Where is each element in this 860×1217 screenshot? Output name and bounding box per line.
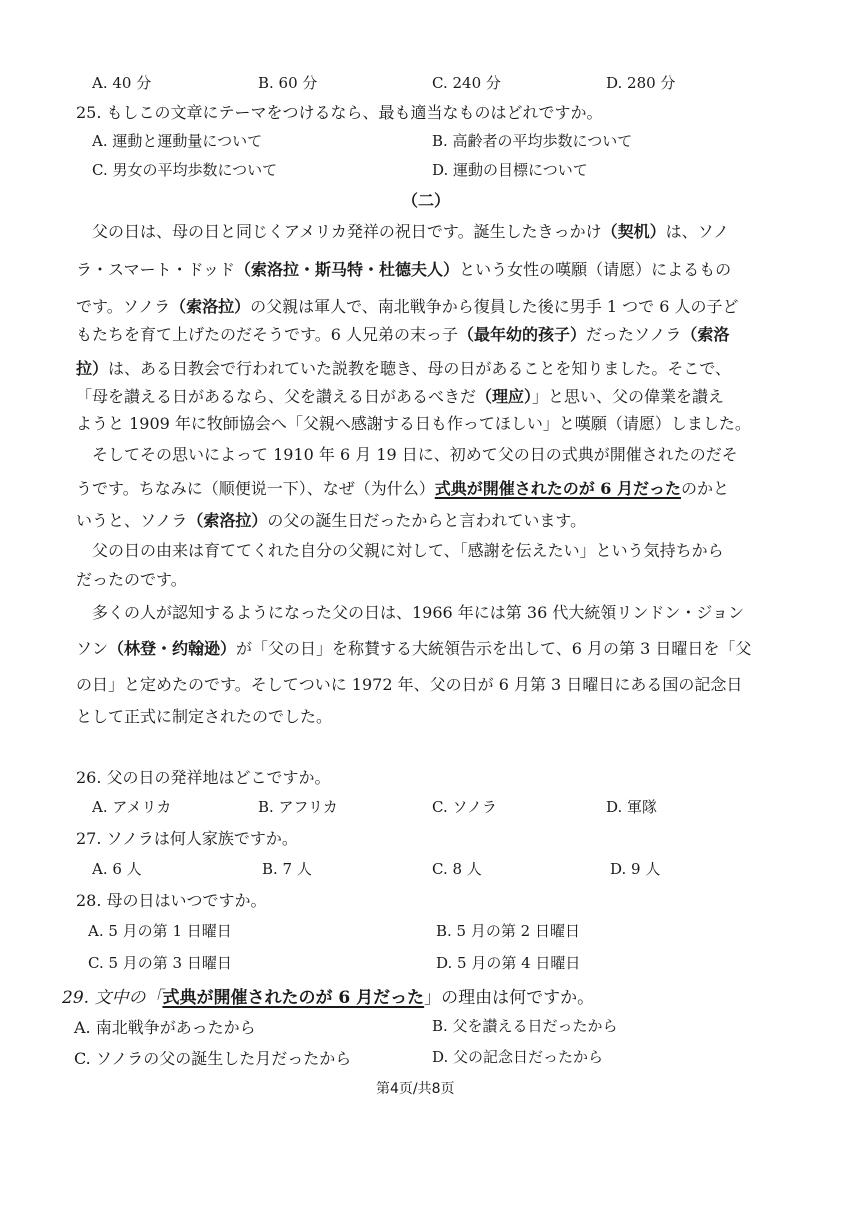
passage-p4-line4: として正式に制定されたのでした。 [76,707,333,726]
passage-p2-line2: うです。ちなみに（顺便说一下）、なぜ（为什么）式典が開催されたのが 6 月だったのかと [76,479,730,498]
q26-option-d: D. 軍隊 [606,798,658,816]
passage-p2-line1: そしてその思いによって 1910 年 6 月 19 日に、初めて父の日の式典が開催されたのだそ [92,445,738,464]
q24-option-b: B. 60 分 [258,74,318,92]
q29-stem: 29. 文中の「式典が開催されたのが 6 月だった」の理由は何ですか。 [62,988,595,1008]
q26-option-a: A. アメリカ [92,798,172,816]
q28-option-d: D. 5 月の第 4 日曜日 [436,954,581,972]
q24-option-d: D. 280 分 [606,74,676,92]
q28-option-a: A. 5 月の第 1 日曜日 [88,922,232,940]
q28-stem: 28. 母の日はいつですか。 [76,891,267,910]
q26-option-c: C. ソノラ [432,798,497,816]
section-title: （二） [402,191,451,210]
q27-option-a: A. 6 人 [92,860,142,878]
page-footer: 第4页/共8页 [376,1081,455,1097]
q27-option-c: C. 8 人 [432,860,482,878]
q29-option-c: C. ソノラの父の誕生した月だったから [74,1049,352,1068]
q27-option-d: D. 9 人 [610,860,661,878]
passage-p1-line5: 拉）は、ある日教会で行われていた説教を聴き、母の日があることを知りました。そこで、 [76,359,732,378]
q29-underlined-phrase: 式典が開催されたのが 6 月だった [162,988,425,1008]
q24-option-a: A. 40 分 [92,74,152,92]
q26-stem: 26. 父の日の発祥地はどこですか。 [76,768,331,787]
passage-p1-line2: ラ・スマート・ドッド（索洛拉・斯马特・杜德夫人）という女性の嘆願（请愿）によるもの [76,260,732,279]
passage-p4-line3: の日」と定めたのです。そしてついに 1972 年、父の日が 6 月第 3 日曜日にある国の記念日 [76,675,743,694]
passage-p4-line1: 多くの人が認知するようになった父の日は、1966 年には第 36 代大統領リンドン・ジョン [92,603,745,622]
q27-stem: 27. ソノラは何人家族ですか。 [76,829,298,848]
passage-p1-line3: です。ソノラ（索洛拉）の父親は軍人で、南北戦争から復員した後に男手 1 つで 6 人の子ど [76,297,739,316]
q25-option-c: C. 男女の平均歩数について [92,161,278,179]
passage-p4-line2: ソン（林登・约翰逊）が「父の日」を称賛する大統領告示を出して、6 月の第 3 日曜日を「父 [76,639,752,658]
q25-stem: 25. もしこの文章にテーマをつけるなら、最も適当なものはどれですか。 [76,103,603,122]
passage-p1-line1: 父の日は、母の日と同じくアメリカ発祥の祝日です。誕生したきっかけ（契机）は、ソノ [92,222,729,241]
passage-p2-line3: いうと、ソノラ（索洛拉）の父の誕生日だったからと言われています。 [76,511,587,530]
passage-p3-line2: だったのです。 [76,570,187,589]
passage-p3-line1: 父の日の由来は育ててくれた自分の父親に対して、「感謝を伝えたい」という気持ちから [92,541,724,560]
q24-option-c: C. 240 分 [432,74,501,92]
q29-option-b: B. 父を讃える日だったから [432,1017,618,1035]
q26-option-b: B. アフリカ [258,798,338,816]
q27-option-b: B. 7 人 [262,860,312,878]
q29-option-a: A. 南北戦争があったから [74,1018,256,1037]
q25-option-b: B. 高齢者の平均歩数について [432,132,633,150]
passage-p1-line6: 「母を讃える日があるなら、父を讃える日があるべきだ（理应）」と思い、父の偉業を讃え [76,387,725,406]
q25-option-a: A. 運動と運動量について [92,132,263,150]
q28-option-b: B. 5 月の第 2 日曜日 [436,922,580,940]
q28-option-c: C. 5 月の第 3 日曜日 [88,954,232,972]
q25-option-d: D. 運動の目標について [432,161,588,179]
q29-option-d: D. 父の記念日だったから [432,1048,604,1066]
passage-p1-line7: ようと 1909 年に牧師協会へ「父親へ感謝する日も作ってほしい」と嘆願（请愿）しました。 [76,414,751,433]
underlined-phrase: 式典が開催されたのが 6 月だった [434,479,682,498]
passage-p1-line4: もたちを育て上げたのだそうです。6 人兄弟の末っ子（最年幼的孩子）だったソノラ（索洛 [76,325,730,344]
